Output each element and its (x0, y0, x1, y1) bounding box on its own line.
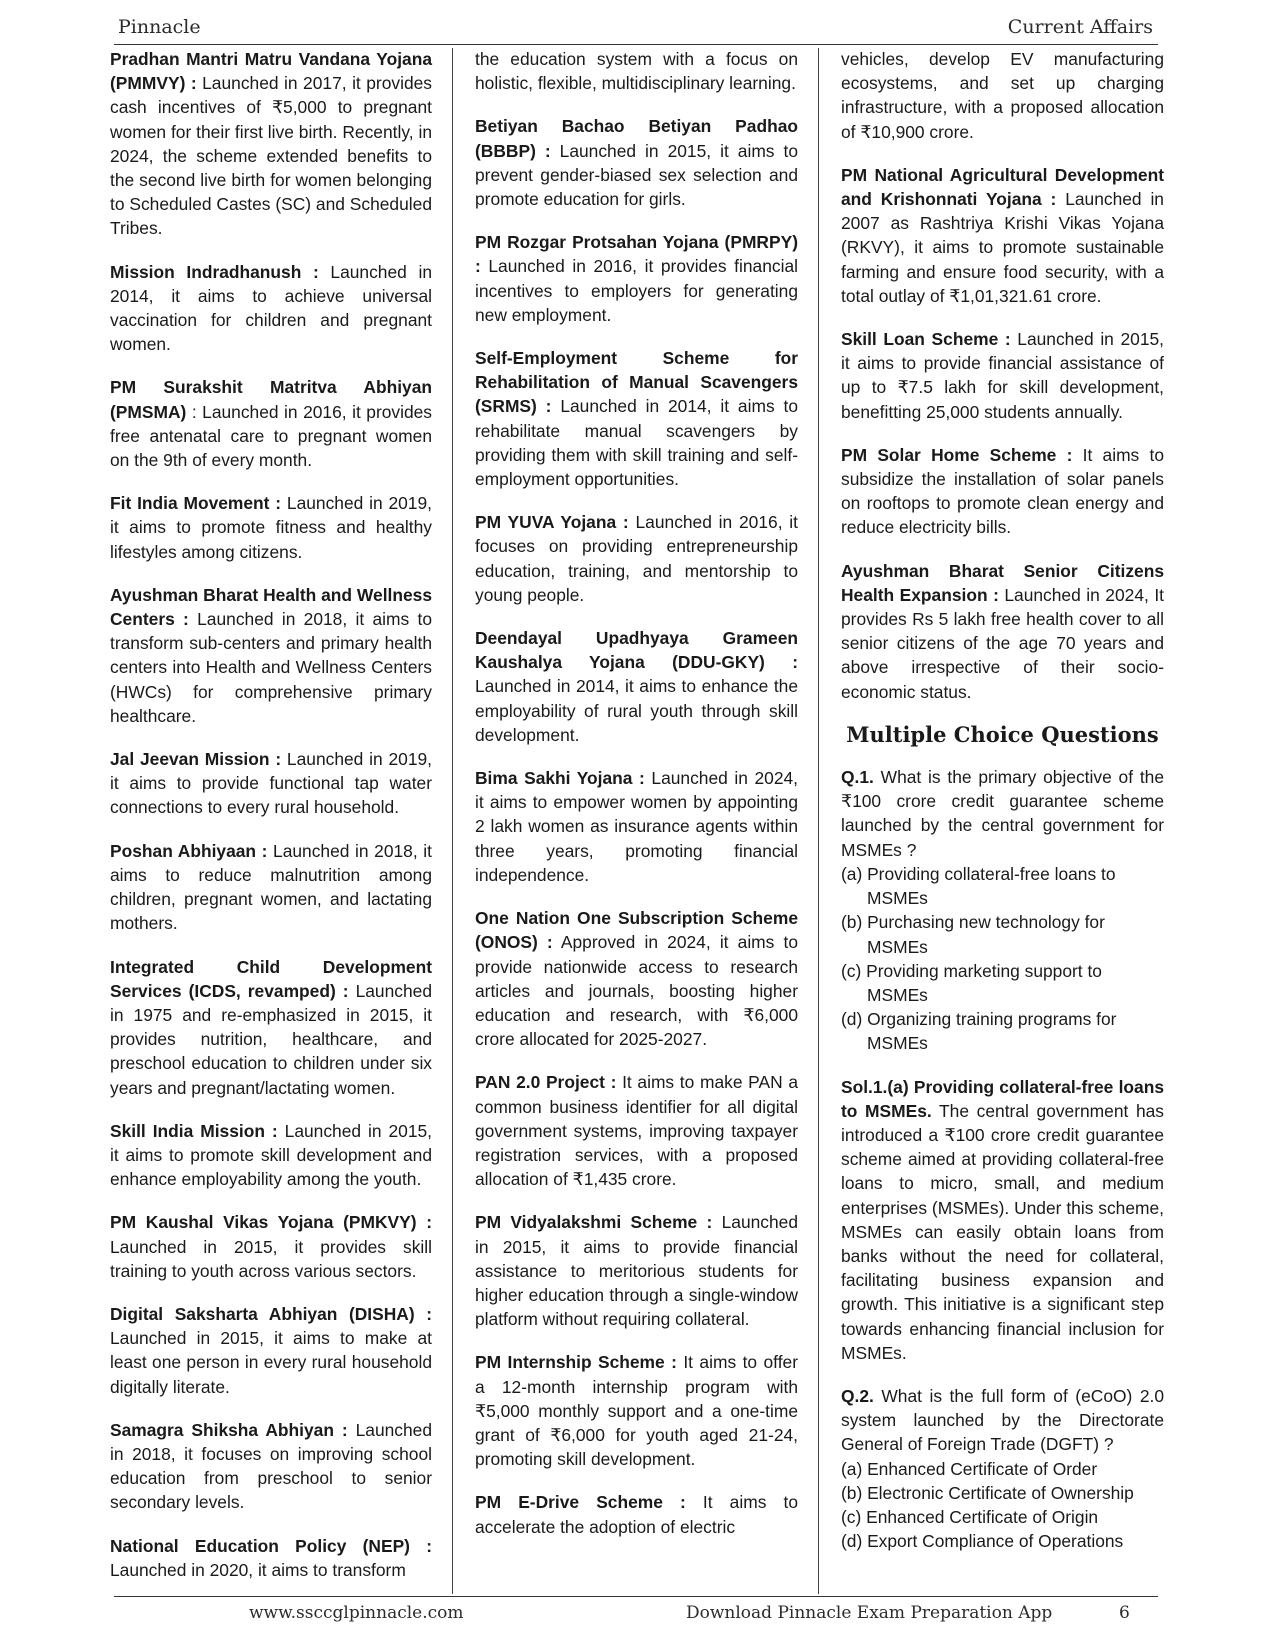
option-c: (c) Providing marketing support to MSMEs (841, 960, 1102, 1005)
entry: Mission Indradhanush : Launched in 2014, it aims to achieve universal vaccination for children and pregnant women. (110, 261, 432, 355)
header-section: Current Affairs (1007, 16, 1153, 38)
entry: National Education Policy (NEP) : Launched in 2020, it aims to transform (110, 1535, 432, 1580)
entry: One Nation One Subscription Scheme (ONOS) : Approved in 2024, it aims to provide nationwide access to research articles and journals, boosting higher education and research, with ₹6,000 crore allocated for 2025-2027. (475, 908, 799, 1050)
entry: Poshan Abhiyaan : Launched in 2018, it aims to reduce malnutrition among children, pregnant women, and lactating mothers. (110, 840, 432, 934)
option-d: (d) Organizing training programs for MSMEs (841, 1009, 1117, 1054)
entry: PM Kaushal Vikas Yojana (PMKVY) : Launched in 2015, it provides skill training to youth across various sectors. (110, 1212, 432, 1281)
page-number: 6 (1119, 1603, 1130, 1623)
entry: Skill Loan Scheme : Launched in 2015, it aims to provide financial assistance of up to ₹7.5 lakh for skill development, benefitting 25,000 students annually. (841, 329, 1164, 422)
entry: PM Vidyalakshmi Scheme : Launched in 2015, it aims to provide financial assistance to meritorious students for higher education through a single-window platform without requiring collateral. (475, 1212, 799, 1330)
entry: Ayushman Bharat Senior Citizens Health Expansion : Launched in 2024, It provides Rs 5 lakh free health cover to all senior citizens of the age 70 years and above irrespective of their socio-economic status. (841, 560, 1164, 702)
option-a: (a) Enhanced Certificate of Order (841, 1458, 1098, 1479)
entry: PM YUVA Yojana : Launched in 2016, it focuses on providing entrepreneurship education, training, and mentorship to young people. (475, 512, 798, 605)
column-1 (110, 47, 432, 1601)
column-divider-2 (818, 48, 819, 1594)
entry: Pradhan Mantri Matru Vandana Yojana (PMMVY) : Launched in 2017, it provides cash incentives of ₹5,000 to pregnant women for their first live birth. Recently, in 2024, the scheme extended benefits to the second live birth for women belonging to Scheduled Castes (SC) and Scheduled Tribes. (110, 49, 432, 239)
solution-1: Sol.1.(a) Providing collateral-free loans to MSMEs. The central government has introduced a ₹100 crore credit guarantee scheme aimed at providing collateral-free loans to micro, small, and medium enterprises (MSMEs). Under this scheme, MSMEs can easily obtain loans from banks without the need for collateral, facilitating business expansion and growth. This initiative is a significant step towards enhancing financial inclusion for MSMEs. (841, 1076, 1164, 1363)
question-1: Q.1. What is the primary objective of the ₹100 crore credit guarantee scheme launched by the central government for MSMEs ? (841, 767, 1164, 860)
entry: PAN 2.0 Project : It aims to make PAN a common business identifier for all digital government systems, improving taxpayer registration services, with a proposed allocation of ₹1,435 crore. (475, 1072, 798, 1190)
option-b: (b) Electronic Certificate of Ownership (841, 1482, 1134, 1503)
entry: Deendayal Upadhyaya Grameen Kaushalya Yojana (DDU-GKY) : Launched in 2014, it aims to enhance the employability of rural youth through skill development. (475, 628, 798, 745)
entry: PM Surakshit Matritva Abhiyan (PMSMA) : Launched in 2016, it provides free antenatal care to pregnant women on the 9th of every month. (110, 377, 432, 471)
entry: vehicles, develop EV manufacturing ecosystems, and set up charging infrastructure, with a proposed allocation of ₹10,900 crore. (841, 49, 1164, 142)
entry: PM E-Drive Scheme : It aims to accelerate the adoption of electric (475, 1492, 798, 1537)
entry: PM Solar Home Scheme : It aims to subsidize the installation of solar panels on rooftops to promote clean energy and reduce electricity bills. (841, 444, 1164, 538)
entry: PM National Agricultural Development and Krishonnati Yojana : Launched in 2007 as Rashtriya Krishi Vikas Yojana (RKVY), it aims to promote sustainable farming and ensure food security, with a total outlay of ₹1,01,321.61 crore. (841, 164, 1164, 306)
option-b: (b) Purchasing new technology for MSMEs (841, 912, 1105, 957)
option-a: (a) Providing collateral-free loans to MSMEs (841, 863, 1116, 909)
option-d: (d) Export Compliance of Operations (841, 1531, 1124, 1552)
entry: Digital Saksharta Abhiyan (DISHA) : Launched in 2015, it aims to make at least one person in every rural household digitally literate. (110, 1303, 432, 1397)
entry: Skill India Mission : Launched in 2015, it aims to promote skill development and enhance employability among the youth. (110, 1120, 433, 1190)
footer-website: www.ssccglpinnacle.com (249, 1603, 464, 1623)
entry: the education system with a focus on holistic, flexible, multidisciplinary learning. (475, 49, 798, 94)
entry: Ayushman Bharat Health and Wellness Centers : Launched in 2018, it aims to transform sub-centers and primary health centers into Health and Wellness Centers (HWCs) for comprehensive primary healthcare. (110, 584, 432, 726)
column-divider-1 (452, 48, 453, 1594)
footer-app-promo: Download Pinnacle Exam Preparation App (686, 1603, 1053, 1623)
entry: PM Rozgar Protsahan Yojana (PMRPY) : Launched in 2016, it provides financial incentives to employers for generating new employment. (475, 232, 798, 325)
option-c: (c) Enhanced Certificate of Origin (841, 1506, 1099, 1527)
entry: Self-Employment Scheme for Rehabilitation of Manual Scavengers (SRMS) : Launched in 2014, it aims to rehabilitate manual scavengers by providing them with skill training and self-employment opportunities. (475, 348, 799, 490)
entry: Integrated Child Development Services (ICDS, revamped) : Launched in 1975 and re-emphasized in 2015, it provides nutrition, healthcare, and preschool education to children under six years and pregnant/lactating women. (110, 956, 432, 1098)
entry: Samagra Shiksha Abhiyan : Launched in 2018, it focuses on improving school education from preschool to senior secondary levels. (110, 1419, 433, 1513)
question-2: Q.2. What is the full form of (eCoO) 2.0 system launched by the Directorate General of Foreign Trade (DGFT) ? (841, 1385, 1164, 1455)
entry: Betiyan Bachao Betiyan Padhao (BBBP) : Launched in 2015, it aims to prevent gender-biased sex selection and promote education for girls. (475, 116, 799, 210)
entry: Jal Jeevan Mission : Launched in 2019, it aims to provide functional tap water connections to every rural household. (110, 749, 433, 818)
entry: Bima Sakhi Yojana : Launched in 2024, it aims to empower women by appointing 2 lakh women as insurance agents within three years, promoting financial independence. (475, 768, 799, 885)
column-3 (841, 47, 1164, 1553)
header-brand: Pinnacle (118, 16, 201, 38)
header-rule (114, 44, 1158, 45)
mcq-section-title: Multiple Choice Questions (846, 721, 1159, 747)
entry: Fit India Movement : Launched in 2019, it aims to promote fitness and healthy lifestyles among citizens. (110, 493, 432, 562)
entry: PM Internship Scheme : It aims to offer a 12-month internship program with ₹5,000 monthly support and a one-time grant of ₹6,000 for youth aged 21-24, promoting skill development. (475, 1352, 798, 1470)
column-2 (475, 47, 798, 1558)
footer-rule (114, 1596, 1158, 1597)
